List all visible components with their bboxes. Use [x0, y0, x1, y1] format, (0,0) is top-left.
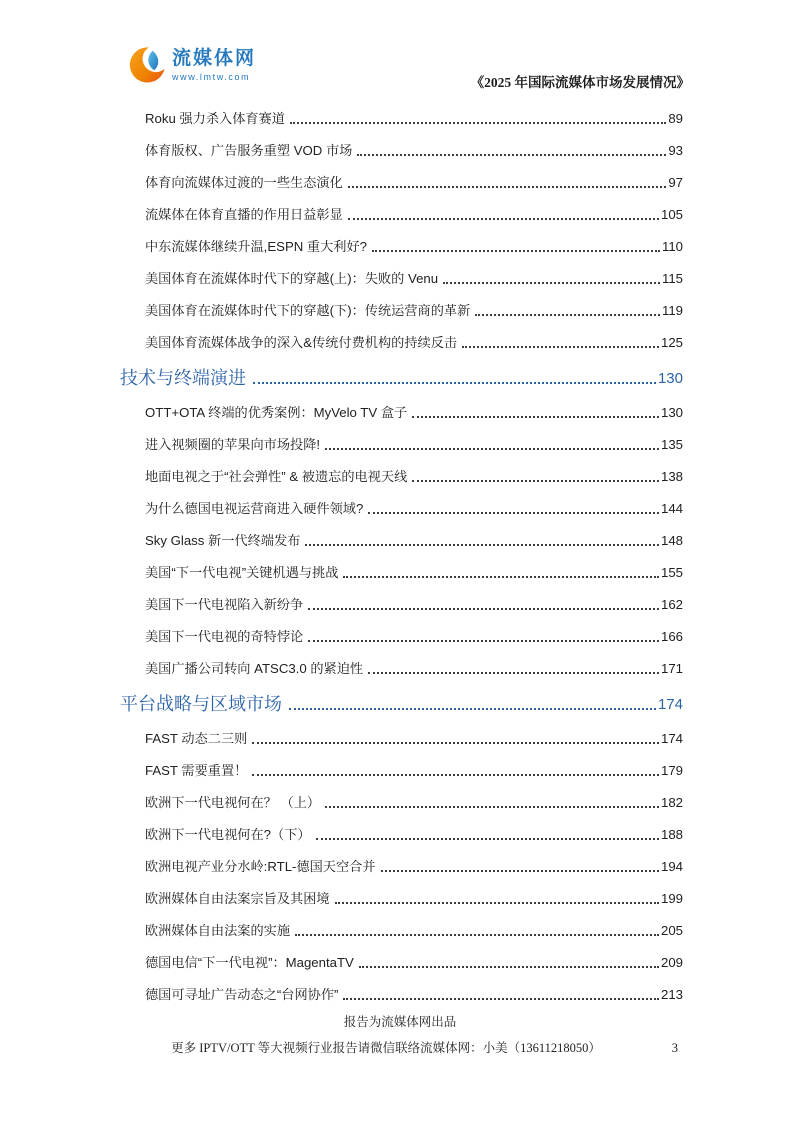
toc-entry-title: 欧洲下一代电视何在？ （上）	[145, 795, 321, 811]
dot-leader	[325, 448, 659, 450]
toc-row[interactable]	[120, 327, 683, 359]
footer-contact-row	[0, 1042, 800, 1058]
toc-row[interactable]	[120, 429, 683, 461]
toc-page-number: 199	[660, 891, 683, 907]
toc-page-number: 89	[668, 111, 683, 127]
dot-leader	[348, 218, 659, 220]
dot-leader	[372, 250, 660, 252]
toc-row[interactable]	[120, 103, 683, 135]
toc-row[interactable]	[120, 263, 683, 295]
toc-entry-title: 中东流媒体继续升温,ESPN 重大利好?	[145, 239, 368, 255]
dot-leader	[462, 346, 659, 348]
toc-page-number: 105	[660, 207, 683, 223]
toc-row[interactable]	[120, 135, 683, 167]
toc-entry-title: 进入视频圈的苹果向市场投降!	[145, 437, 321, 453]
logo-name: 流媒体网	[172, 48, 257, 69]
toc-row[interactable]	[120, 167, 683, 199]
toc-row[interactable]	[120, 819, 683, 851]
toc-page-number: 182	[660, 795, 683, 811]
toc-entry-title: Sky Glass 新一代终端发布	[145, 533, 301, 549]
logo-text	[172, 49, 256, 82]
page-footer	[0, 1010, 800, 1058]
toc-page-number: 138	[660, 469, 683, 485]
toc-entry-title: 体育向流媒体过渡的一些生态演化	[145, 175, 343, 191]
toc-row[interactable]	[120, 915, 683, 947]
toc-entry-title: 德国可寻址广告动态之“台网协作”	[145, 987, 339, 1003]
toc-row[interactable]	[120, 231, 683, 263]
footer-contact-note: 更多 IPTV/OTT 等大视频行业报告请微信联络流媒体网：小美（13611218050）	[171, 1040, 601, 1055]
dot-leader	[253, 382, 656, 384]
toc-entry-title: 为什么德国电视运营商进入硬件领域?	[145, 501, 364, 517]
logo-url: www.lmtw.com	[172, 71, 251, 82]
toc-page-number: 171	[660, 661, 683, 677]
toc-page-number: 97	[668, 175, 683, 191]
dot-leader	[412, 416, 659, 418]
toc-entry-title: 美国广播公司转向 ATSC3.0 的紧迫性	[145, 661, 364, 677]
toc-entry-title: 流媒体在体育直播的作用日益彰显	[145, 207, 343, 223]
toc-row[interactable]	[120, 947, 683, 979]
toc-page-number: 155	[660, 565, 683, 581]
toc-page-number: 194	[660, 859, 683, 875]
toc-row[interactable]	[120, 557, 683, 589]
toc-row[interactable]	[120, 755, 683, 787]
toc-page-number: 125	[660, 335, 683, 351]
toc-row[interactable]	[120, 653, 683, 685]
toc-entry-title: 美国体育在流媒体时代下的穿越(上)：失败的 Venu	[145, 271, 439, 287]
toc-entry-title: 美国体育流媒体战争的深入&传统付费机构的持续反击	[145, 335, 458, 351]
dot-leader	[357, 154, 666, 156]
toc-row[interactable]	[120, 295, 683, 327]
toc-page-number: 179	[660, 763, 683, 779]
footer-producer-note: 报告为流媒体网出品	[343, 1015, 457, 1029]
dot-leader	[348, 186, 667, 188]
toc-entry-title: 平台战略与区域市场	[120, 694, 282, 714]
document-title: 《2025 年国际流媒体市场发展情况》	[470, 75, 690, 90]
logo	[128, 46, 256, 84]
dot-leader	[343, 576, 659, 578]
dot-leader	[290, 122, 666, 124]
toc-entry-title: 体育版权、广告服务重塑 VOD 市场	[145, 143, 353, 159]
dot-leader	[308, 640, 659, 642]
dot-leader	[325, 806, 659, 808]
toc-row[interactable]	[120, 199, 683, 231]
toc-entry-title: 技术与终端演进	[120, 368, 246, 388]
toc-row[interactable]	[120, 883, 683, 915]
toc-entry-title: 美国“下一代电视”关键机遇与挑战	[145, 565, 339, 581]
toc-entry-title: 欧洲下一代电视何在?（下）	[145, 827, 311, 843]
dot-leader	[335, 902, 659, 904]
toc-row[interactable]	[120, 979, 683, 1011]
dot-leader	[359, 966, 659, 968]
dot-leader	[368, 672, 659, 674]
dot-leader	[295, 934, 659, 936]
dot-leader	[443, 282, 660, 284]
toc-page-number: 148	[660, 533, 683, 549]
dot-leader	[305, 544, 659, 546]
table-of-contents	[120, 103, 683, 1011]
toc-entry-title: FAST 动态二三则	[145, 731, 248, 747]
lmtw-logo-icon	[128, 46, 166, 84]
toc-row[interactable]	[120, 589, 683, 621]
toc-entry-title: OTT+OTA 终端的优秀案例：MyVelo TV 盒子	[145, 405, 408, 421]
toc-entry-title: FAST 需要重置！	[145, 763, 248, 779]
toc-entry-title: 欧洲媒体自由法案的实施	[145, 923, 291, 939]
toc-row[interactable]	[120, 787, 683, 819]
toc-page-number: 174	[660, 731, 683, 747]
dot-leader	[289, 708, 656, 710]
toc-page-number: 115	[661, 271, 683, 287]
toc-entry-title: 欧洲媒体自由法案宗旨及其困境	[145, 891, 330, 907]
dot-leader	[308, 608, 659, 610]
toc-entry-title: 美国体育在流媒体时代下的穿越(下)：传统运营商的革新	[145, 303, 471, 319]
dot-leader	[252, 774, 659, 776]
dot-leader	[343, 998, 659, 1000]
toc-row[interactable]	[120, 621, 683, 653]
dot-leader	[381, 870, 659, 872]
dot-leader	[475, 314, 660, 316]
toc-page-number: 144	[660, 501, 683, 517]
dot-leader	[412, 480, 659, 482]
toc-entry-title: 欧洲电视产业分水岭:RTL-德国天空合并	[145, 859, 376, 875]
toc-row[interactable]	[120, 851, 683, 883]
toc-page-number: 130	[660, 405, 683, 421]
toc-page-number: 174	[657, 695, 683, 713]
toc-entry-title: Roku 强力杀入体育赛道	[145, 111, 285, 127]
toc-entry-title: 美国下一代电视的奇特悖论	[145, 629, 304, 645]
page-number: 3	[671, 1040, 678, 1055]
toc-page-number: 119	[661, 303, 683, 319]
dot-leader	[252, 742, 659, 744]
toc-page-number: 166	[660, 629, 683, 645]
toc-row[interactable]	[120, 687, 683, 721]
toc-row[interactable]	[120, 493, 683, 525]
toc-page-number: 135	[660, 437, 683, 453]
toc-row[interactable]	[120, 397, 683, 429]
toc-page-number: 213	[660, 987, 683, 1003]
dot-leader	[368, 512, 659, 514]
dot-leader	[316, 838, 659, 840]
toc-entry-title: 美国下一代电视陷入新纷争	[145, 597, 304, 613]
toc-page-number: 93	[668, 143, 683, 159]
toc-page-number: 162	[660, 597, 683, 613]
toc-page-number: 209	[660, 955, 683, 971]
toc-row[interactable]	[120, 461, 683, 493]
toc-entry-title: 地面电视之于“社会弹性” & 被遗忘的电视天线	[145, 469, 408, 485]
toc-row[interactable]	[120, 525, 683, 557]
toc-page-number: 130	[657, 369, 683, 387]
toc-row[interactable]	[120, 723, 683, 755]
page-header	[0, 0, 800, 100]
toc-page-number: 188	[660, 827, 683, 843]
toc-entry-title: 德国电信“下一代电视”：MagentaTV	[145, 955, 354, 971]
toc-row[interactable]	[120, 361, 683, 395]
toc-page-number: 205	[660, 923, 683, 939]
toc-page-number: 110	[661, 239, 683, 255]
